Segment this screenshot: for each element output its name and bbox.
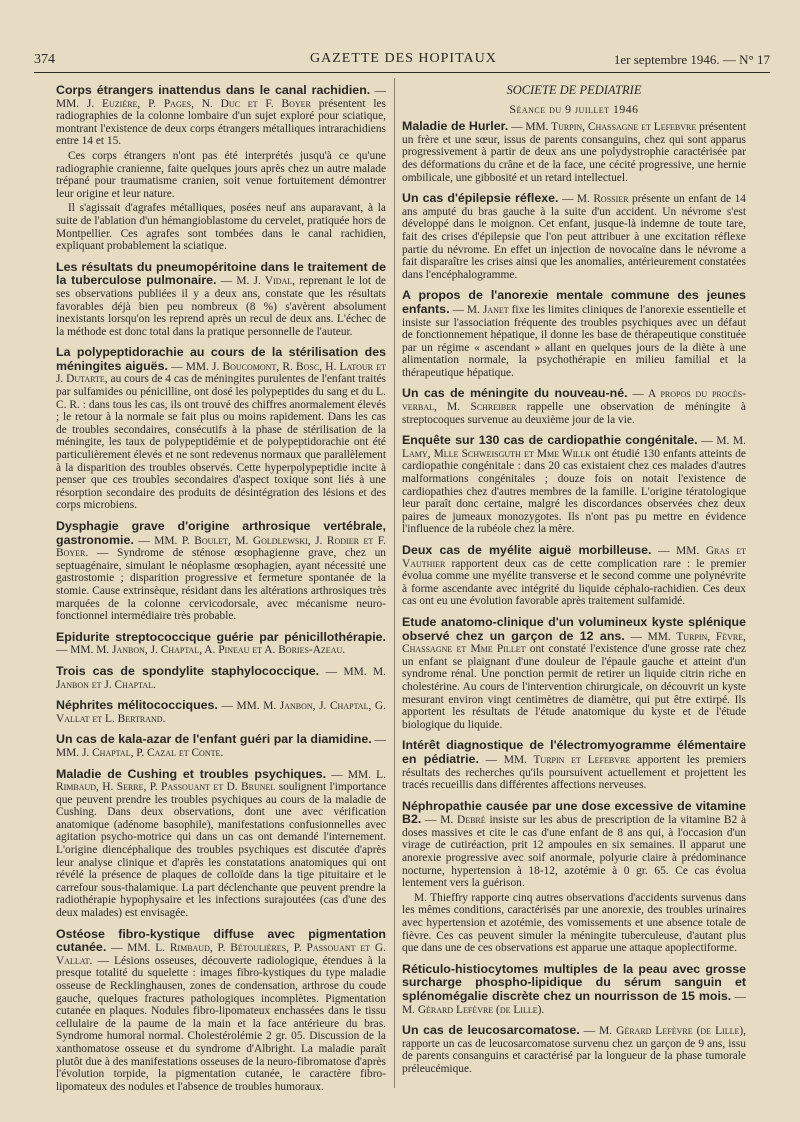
article-nephropathie-p2: M. Thieffry rapporte cinq autres observations d'accidents survenus dans les mêmes conditions, caractérisés par une anorexie, des troubles urinaires avec hypertension et azotémie, des vomissements et une absence totale de fièvre. Ces cas peuvent simuler la méningite tuberculeuse, d'autant plus que dans une de ces observations est apparue une attaque apoplectiforme. [402,891,746,955]
article-foreign-bodies: Corps étrangers inattendus dans le canal rachidien. — MM. J. Euzière, P. Pages, N. Duc et F. Boyer présentent les radiographies de la colonne lombaire d'un sujet exploré pour sciatique, montrant l'existence de deux corps étrangers métalliques intrarachidiens entre 14 et 15. [56,83,386,148]
article-myelite: Deux cas de myélite aiguë morbilleuse. — MM. Gras et Vauthier rapportent deux cas de cette complication rare : le premier évolua comme une myélite transverse et le second comme une polynévrite à forme ascendante avec intégrité du liquide céphalo-rachidien. Ces deux cas ont eu une évolution favorable après traitement sulfamidé. [402,543,746,608]
article-reticulo-histiocytomes: Réticulo-histiocytomes multiples de la peau avec grosse surcharge phospho-lipidique du sérum sanguin et splénomégalie discrète chez un nourrisson de 15 mois. — M. Gérard Lefèvre (de Lille). [402,961,746,1016]
journal-title: GAZETTE DES HOPITAUX [310,51,497,66]
seance-date: Séance du 9 juillet 1946 [509,101,639,116]
page-number: 374 [34,52,55,67]
article-electromyogramme: Intérêt diagnostique de l'électromyogramme élémentaire en pédiatrie. — MM. Turpin et Lefebvre apportent les premiers résultats des recherches qu'ils poursuivent actuellement et projettent les tracés recueillis dans différentes affections nerveuses. [402,738,747,792]
running-header [34,50,770,73]
article-cushing: Maladie de Cushing et troubles psychiques. — MM. L. Rimbaud, H. Serre, P. Passouant et D. Brunel soulignent l'importance que peuvent prendre les troubles psychiques au cours de la maladie de Cushing. Dans deux observations, dont une avec vérification anatomique (adénome basophile), manifestations confusionnelles avec agitation psycho-motrice qui dans un cas ont demandé l'internement. L'origine diencéphalique des troubles psychiques est discutée d'après leur analyse clinique et d'après les constatations anatomiques qui ont révélé la présence de plaques de colloïde dans la tige pituitaire et le carrefour sous-thalamique. La part déclenchante que peuvent prendre la radiothérapie hypophysaire et les infections surajoutées (cas d'une des deux malades) est envisagée. [56,766,386,920]
left-column [56,84,386,1101]
article-epidurite: Epidurite streptococcique guérie par pénicillothérapie. — MM. M. Janbon, J. Chaptal, A. Pineau et A. Bories-Azeau. [56,629,386,657]
article-foreign-bodies-p2: Ces corps étrangers n'ont pas été interprétés jusqu'à ce qu'une radiographie cranienne, faite quelques jours après chez un autre malade trépané pour traumatisme cranien, soit venue fortuitement démontrer leur origine et leur nature. [56,149,386,200]
article-meningite-nouveau-ne: Un cas de méningite du nouveau-né. — A propos du procès-verbal, M. Schreiber rappelle une observation de méningite à streptocoques survenue au deuxième jour de la vie. [402,386,746,426]
article-foreign-bodies-p3: Il s'agissait d'agrafes métalliques, posées neuf ans auparavant, à la suite de l'ablation d'un hémangioblastome du cervelet, pratiquée hors de Montpellier. Ces agrafes sont tombées dans le canal rachidien, expliquant probablement la sciatique. [56,202,386,253]
article-nephropathie: Néphropathie causée par une dose excessive de vitamine B2. — M. Debré insiste sur les abus de prescription de la vitamine B2 à doses massives et cite le cas d'une enfant de 8 ans qui, à l'occasion d'un virage de cutiréaction, prit 12 ampoules en six semaines. Il apparut une anorexie progressive avec soif anormale, polyurie claire à prédominance nocturne, hypertension à 18-12, azotémie à 0 gr. 65. Ce cas évolua lentement vers la guérison. [402,798,747,890]
column-divider [394,78,395,1088]
issue-date: 1er septembre 1946. — N° 17 [613,52,770,67]
article-epilepsie: Un cas d'épilepsie réflexe. — M. Rossier présente un enfant de 14 ans amputé du bras gauche à la suite d'un accident. Un névrome s'est développé dans le moignon. Cet enfant, jusque-là indemne de toute tare, fait des crises d'épilepsie que l'on peut attribuer à une excitation réflexe partie du névrome. En effet un injection de novocaïne dans le névrome a fait disparaître les crises ainsi que les anomalies, antérieurement constatées dans l'encéphalogramme. [402,191,746,281]
article-dysphagie: Dysphagie grave d'origine arthrosique vertébrale, gastronomie. — MM. P. Boulet, M. Goldlewski, J. Rodier et F. Boyer. — Syndrome de sténose œsophagienne grave, chez un septuagénaire, simulant le néoplasme œsophagien, ayant nécessité une gastrostomie ; disparition progressive et fermeture spontanée de la stomie. Cause extrinsèque, résidant dans les altérations arthrosiques très marquées de la colonne cervicodorsale, avec mécanisme neuro-fonctionnel intermédiaire très probable. [56,519,386,623]
article-kala-azar: Un cas de kala-azar de l'enfant guéri par la diamidine. — MM. J. Chaptal, P. Cazal et Conte. [56,732,386,759]
article-osteose: Ostéose fibro-kystique diffuse avec pigmentation cutanée. — MM. L. Rimbaud, P. Bétoulières, P. Passouant et G. Vallat. — Lésions osseuses, découverte radiologique, étendues à la presque totalité du squelette : images fibro-kystiques du type maladie osseuse de Recklinghausen, zones de condensation, arthrose du coude gauche, quelques fractures pathologiques incomplètes. Pigmentation cutanée en plaques. Nodules fibro-lipomateux enchassées dans le tissu cellulaire de la paume de la main et la face antérieure du bras. Syndrome humoral normal. Cholestérolémie 2 gr. 05. Discussion de la xanthomatose osseuse et du syndrome d'Albright. La maladie paraît plutôt due à des manifestations osseuses de la neuro-fibromatose d'après l'évolution torpide, la pigmentation cutanée, le caractère fibro-lipomateux des nodules et l'absence de troubles humoraux. [56,926,386,1093]
article-hurler: Maladie de Hurler. — MM. Turpin, Chassagne et Lefebvre présentent un frère et une sœur, issus de parents consanguins, chez qui sont apparus progressivement à partir de deux ans une polydystrophie caractérisée par des déformations du crâne et de la face, une cécité progressive, une hernie ombilicale, une gibbosité et un retard intellectuel. [402,119,746,184]
article-leucosarcomatose: Un cas de leucosarcomatose. — M. Gérard Lefèvre (de Lille), rapporte un cas de leucosarcomatose survenu chez un garçon de 9 ans, issu de parents consanguins et caractérisé par la longueur de la phase tumorale préleucémique. [402,1023,746,1075]
article-pneumoperitoneum: Les résultats du pneumopéritoine dans le traitement de la tuberculose pulmonaire. — M. J. Vidal, reprenant le lot de ses observations publiées il y a deux ans, constate que les résultats favorables déjà bien peu nombreux (8 %) s'avèrent absolument inexistants lorsqu'on les reprend après un recul de deux ans. L'échec de la méthode est donc total dans la pratique personnelle de l'auteur. [56,259,386,338]
article-polypeptidorachie: La polypeptidorachie au cours de la stérilisation des méningites aiguës. — MM. J. Boucomont, R. Bosc, H. Latour et J. Dutarte, au cours de 4 cas de méningites purulentes de l'enfant traités par sulfamides ou pénicilline, ont dosé les polypeptides du sang et du L. C. R. : dans tous les cas, ils ont trouvé des chiffres anormalement élevés ; le retour à la normale se fait plus ou moins rapidement. Dans les cas de troubles secondaires, consécutifs à la phase de stérilisation de la méningite, les taux de polypeptidémie et de polypeptidorachie ont été particulièrement élevés et ne sont redevenus normaux que parallèlement à la disparition des troubles observés. Cette hyperpolypeptidie incite à penser que ces troubles secondaires d'aspect toxique sont liés à une résorption secondaire des produits de désintégration des lésions et des corps microbiens. [56,345,386,512]
right-column [402,84,746,1084]
section-title: SOCIETE DE PEDIATRIE [506,83,642,97]
article-anorexie: A propos de l'anorexie mentale commune des jeunes enfants. — M. Janet fixe les limites cliniques de l'anorexie essentielle et insiste sur l'association fréquente des troubles psychiques avec un défaut de fonctionnement hépatique, il donne les base de thérapeutique constituée par un régime « ascendant » allant en quelques jours de la diète à une alimentation normale, la psychothérapie en milieu familial et la thérapeutique hépatique. [402,288,746,379]
article-kyste-splenique: Etude anatomo-clinique d'un volumineux kyste splénique observé chez un garçon de 12 ans. — MM. Turpin, Fèvre, Chassagne et Mme Pillet ont constaté l'existence d'une grosse rate chez un enfant se plaignant d'une douleur de l'épaule gauche et atteint d'un syndrome rénal. Une ponction permit de retirer un liquide citrin riche en cholestérine. Au cours de l'intervention chirurgicale, on découvrit un kyste mesurant environ vingt centimètres de diamètre, qui put être extirpé. Ils apportent les résultats de l'étude anatomique du kyste et de l'étude biologique du liquide. [402,614,746,731]
article-cardiopathie: Enquête sur 130 cas de cardiopathie congénitale. — M. M. Lamy, Mlle Schweisguth et Mme Willk ont étudié 130 enfants atteints de cardiopathie congénitale : dans 20 cas existaient chez ces malades d'autres malformations congénitales ; douze fois on notait l'existence de cardiopathies chez d'autres membres de la famille. L'origine tératologique leur paraît donc certaine, malgré les discordances observées chez deux paires de jumeaux monozygotes. Ils n'ont pas pu mettre en évidence l'influence de la rubéole chez la mère. [402,433,746,536]
article-spondylite: Trois cas de spondylite staphylococcique. — MM. M. Janbon et J. Chaptal. [56,663,386,691]
article-nephrites: Néphrites mélitococciques. — MM. M. Janbon, J. Chaptal, G. Vallat et L. Bertrand. [56,698,386,725]
